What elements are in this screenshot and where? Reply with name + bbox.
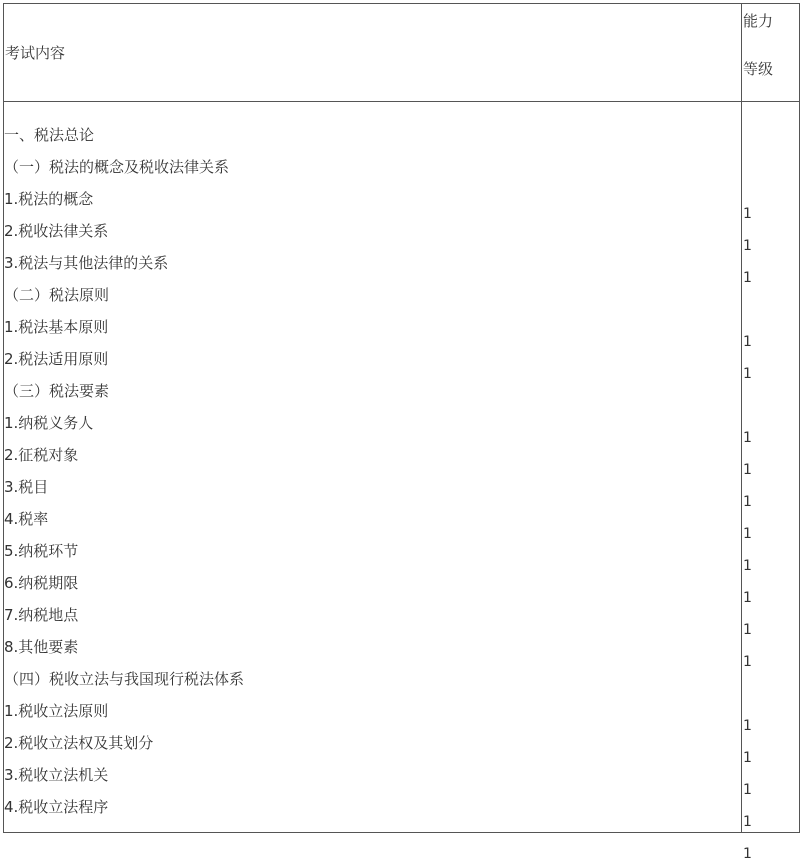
row-text: 2.征税对象 [4,446,79,464]
row-text: 4.税收立法程序 [4,798,109,816]
row-level: 1 [743,654,752,670]
row-text: 2.税收立法权及其划分 [4,734,154,752]
row-level: 1 [743,846,752,862]
row-text: （一）税法的概念及税收法律关系 [4,158,230,176]
row-level: 1 [743,206,752,222]
row-text: 6.纳税期限 [4,574,79,592]
row-text: 3.税收立法机关 [4,766,109,784]
row-level: 1 [743,462,752,478]
row-text: 2.税收法律关系 [4,222,109,240]
row-level: 1 [743,526,752,542]
row-level: 1 [743,238,752,254]
row-text: 5.纳税环节 [4,542,79,560]
row-level: 1 [743,430,752,446]
row-text: 1.税法的概念 [4,190,94,208]
row-level: 1 [743,366,752,382]
row-level: 1 [743,750,752,766]
row-level: 1 [743,334,752,350]
row-level: 1 [743,270,752,286]
column-header-level-line2: 等级 [743,60,774,78]
row-text: 1.税收立法原则 [4,702,109,720]
row-text: （四）税收立法与我国现行税法体系 [4,670,245,688]
row-text: 4.税率 [4,510,49,528]
row-text: 1.税法基本原则 [4,318,109,336]
column-header-content: 考试内容 [5,44,66,62]
row-text: （三）税法要素 [4,382,110,400]
row-level: 1 [743,590,752,606]
row-text: 一、税法总论 [4,126,95,144]
column-divider [741,3,742,833]
row-text: 2.税法适用原则 [4,350,109,368]
column-header-level-line1: 能力 [743,12,774,30]
row-level: 1 [743,622,752,638]
row-text: 3.税目 [4,478,49,496]
row-text: 1.纳税义务人 [4,414,94,432]
row-level: 1 [743,814,752,830]
header-divider [3,101,800,102]
row-level: 1 [743,558,752,574]
row-text: （二）税法原则 [4,286,110,304]
row-text: 3.税法与其他法律的关系 [4,254,169,272]
row-text: 7.纳税地点 [4,606,79,624]
row-level: 1 [743,494,752,510]
row-level: 1 [743,718,752,734]
syllabus-table [3,3,800,833]
row-text: 8.其他要素 [4,638,79,656]
row-level: 1 [743,782,752,798]
